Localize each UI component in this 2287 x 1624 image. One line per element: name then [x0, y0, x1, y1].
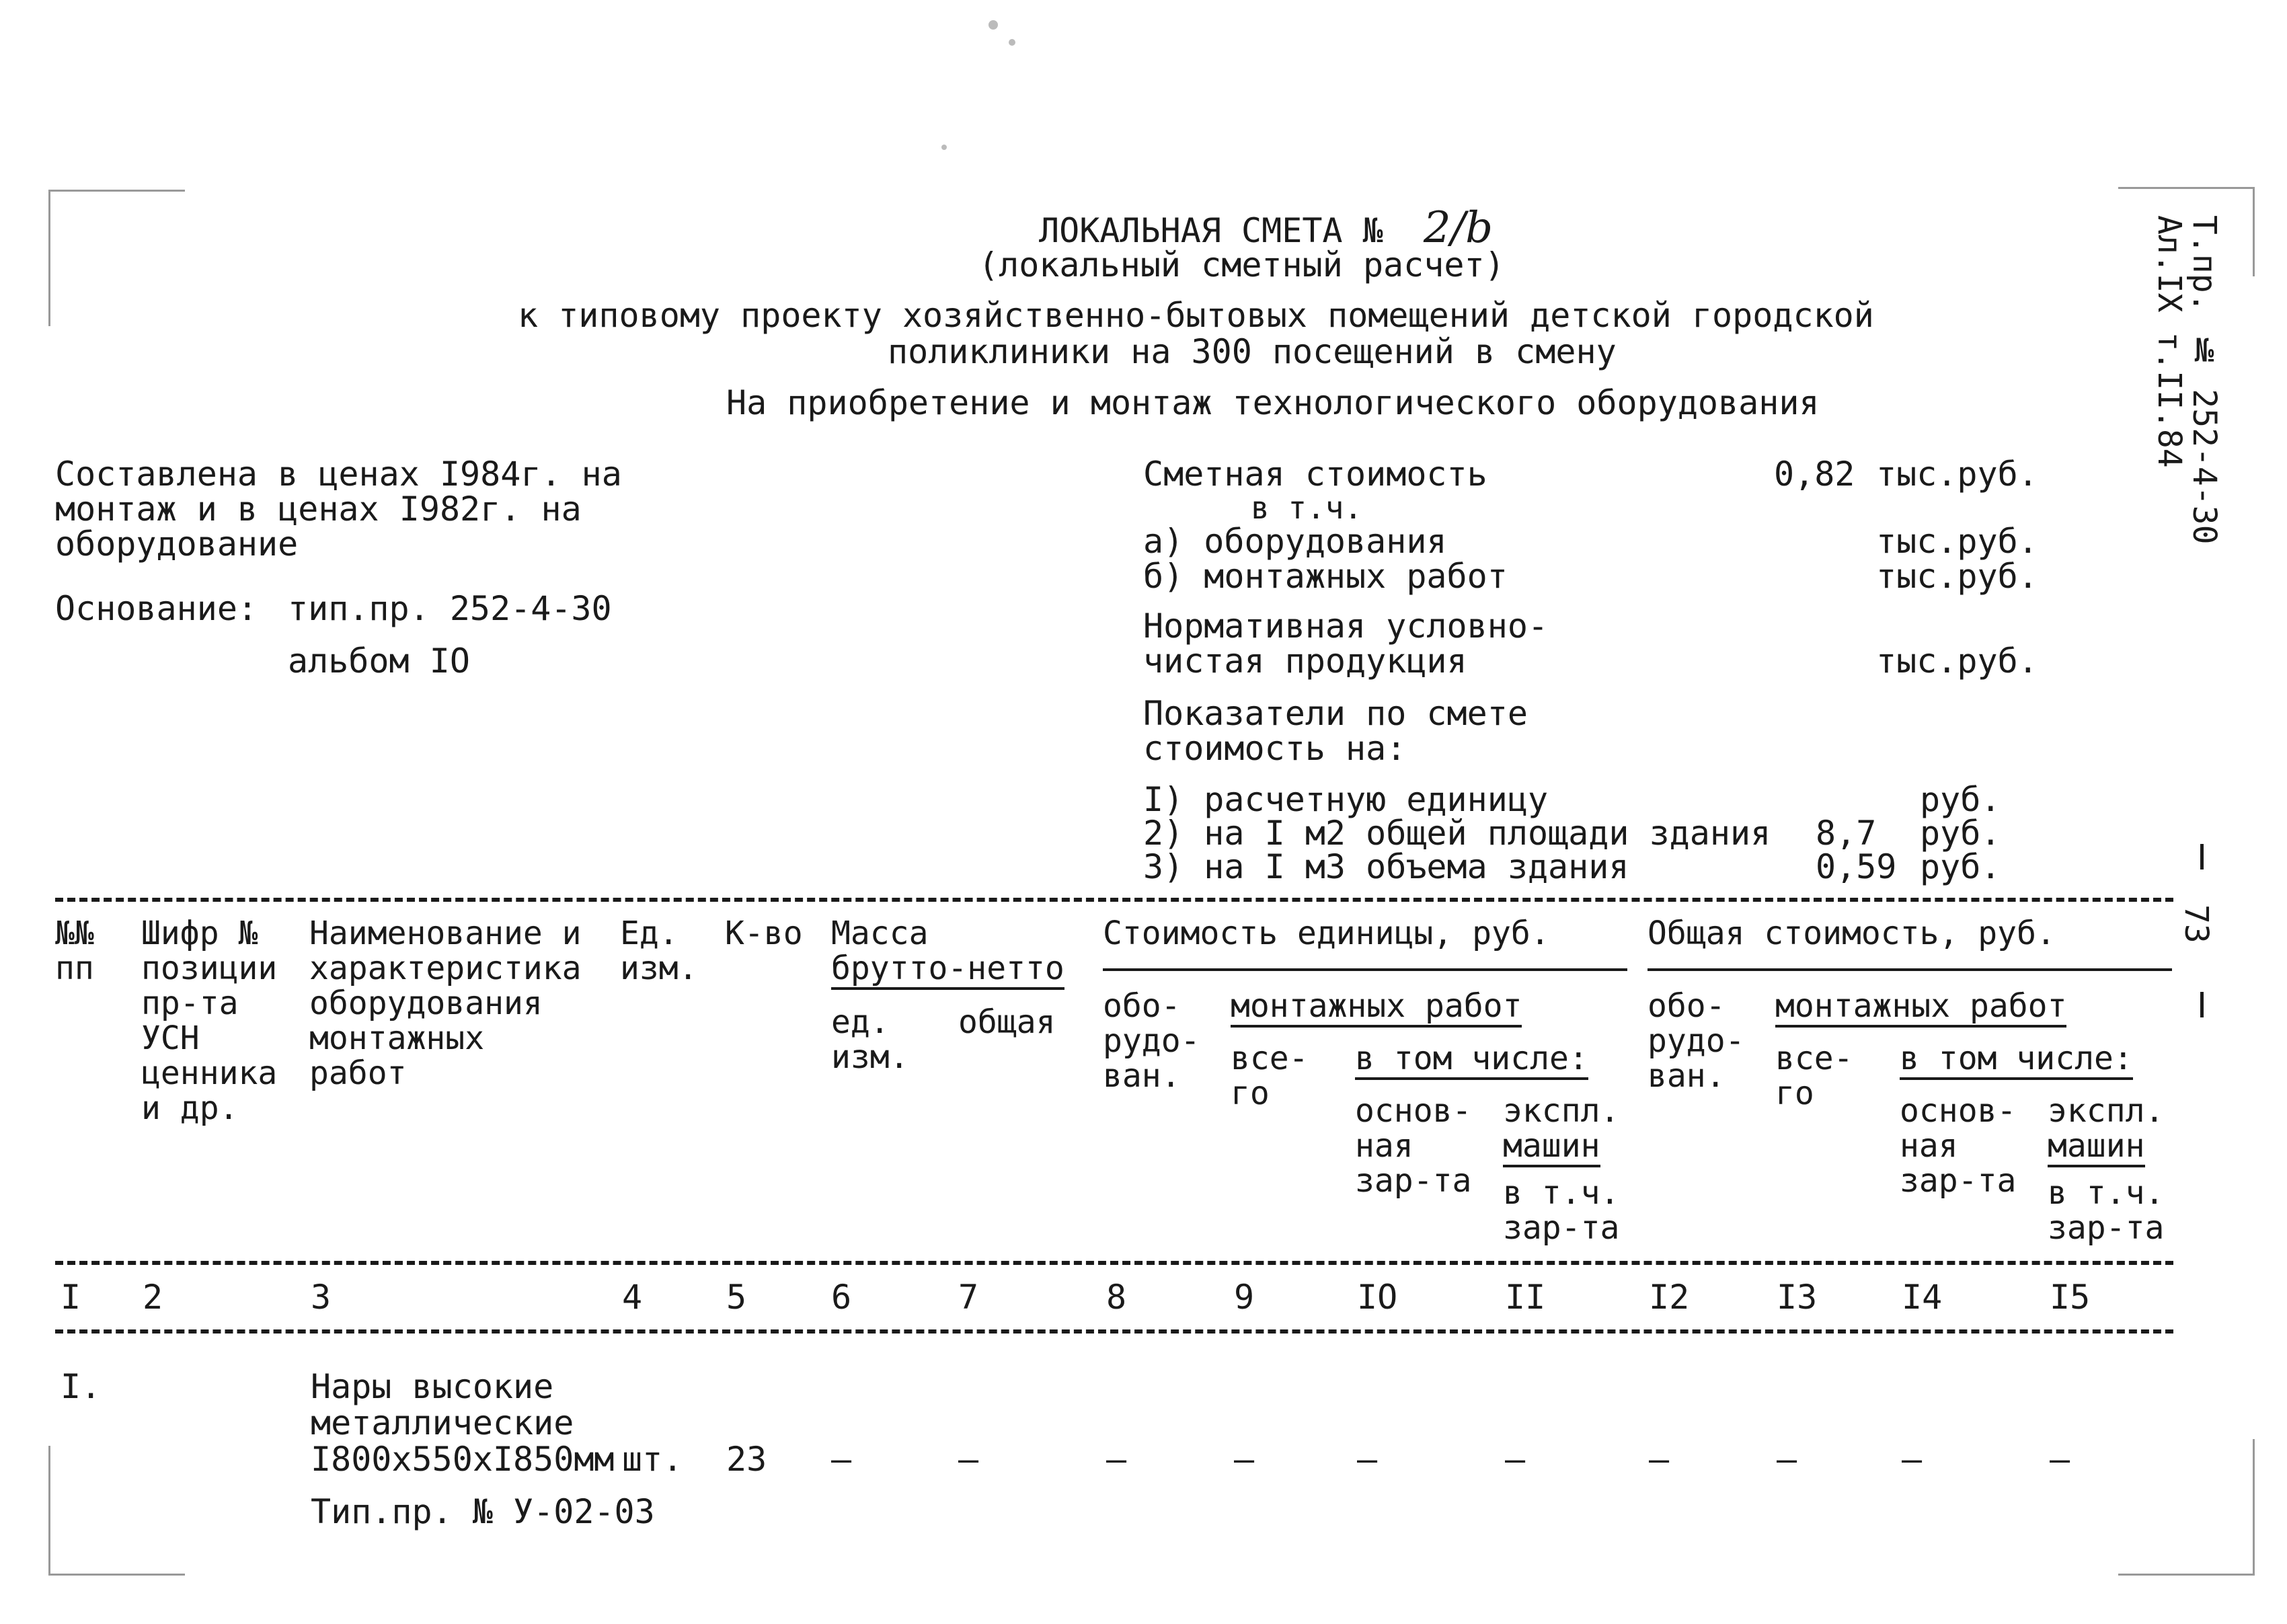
margin-tick [2200, 992, 2204, 1017]
indicators-line1: Показатели по смете [1143, 694, 1528, 733]
row-empty-cell: – [1106, 1440, 1127, 1479]
purpose-line: На приобретение и монтаж технологического оборудования [726, 383, 1820, 422]
scan-corner-bottom-right [2118, 1439, 2255, 1576]
column-number: I5 [2050, 1278, 2091, 1317]
indicator-volume-label: 3) на I м3 объема здания [1143, 847, 1629, 886]
column-number: 6 [831, 1278, 852, 1317]
equipment-cost-unit: тыс.руб. [1876, 522, 2038, 561]
document-subtitle: (локальный сметный расчет) [978, 245, 1505, 284]
mounting-cost-unit: тыс.руб. [1876, 557, 2038, 596]
estimated-cost-unit: тыс.руб. [1876, 455, 2038, 494]
total-equipment-header: обо- рудо- ван. [1648, 987, 1745, 1095]
total-cost-rule [1648, 968, 2172, 971]
basis-album: альбом IO [288, 642, 470, 681]
title-prefix: ЛОКАЛЬНАЯ СМЕТА № [1039, 211, 1383, 250]
column-number: I4 [1902, 1278, 1943, 1317]
unit-cost-rule [1103, 968, 1627, 971]
column-number: I3 [1777, 1278, 1818, 1317]
column-number: 7 [958, 1278, 979, 1317]
indicator-volume-value: 0,59 [1816, 847, 1897, 886]
row-empty-cell: – [2050, 1440, 2070, 1479]
total-machines-wage-header: в т.ч. зар-та [2048, 1174, 2165, 1247]
column-number: 2 [143, 1278, 163, 1317]
indicator-area-rub: руб. [1920, 814, 2001, 853]
normative-product-unit: тыс.руб. [1876, 642, 2038, 681]
including-label: в т.ч. [1251, 490, 1363, 526]
row-empty-cell: – [1777, 1440, 1797, 1479]
unit-mounting-header: монтажных работ [1231, 989, 1522, 1028]
col-name-header: Наименование и характеристика оборудования монтажных работ [309, 915, 582, 1092]
basis-value: тип.пр. 252-4-30 [288, 589, 612, 628]
col-unit-header: Ед. изм. [620, 915, 698, 987]
row-empty-cell: – [1234, 1440, 1255, 1479]
total-basic-wage-header: основ- ная зар-та [1900, 1092, 2017, 1200]
indicator-volume-rub: руб. [1920, 847, 2001, 886]
row-unit: шт. [622, 1440, 683, 1479]
project-line-1: к типовому проекту хозяйственно-бытовых помещений детской городской [518, 296, 1874, 335]
row-empty-cell: – [831, 1440, 852, 1479]
title-number: 2/b [1423, 203, 1494, 253]
page-number: 73 [2177, 904, 2215, 943]
indicator-area-value: 8,7 [1816, 814, 1877, 853]
document-title [1039, 203, 1494, 253]
column-number: I2 [1649, 1278, 1690, 1317]
total-cost-header: Общая стоимость, руб. [1648, 915, 2056, 952]
column-number: II [1505, 1278, 1546, 1317]
normative-product-line2: чистая продукция [1143, 642, 1467, 681]
column-number: 3 [311, 1278, 332, 1317]
unit-mounting-all-header: все- го [1231, 1040, 1309, 1112]
col-mass-header: Масса [831, 915, 929, 952]
equipment-cost-label: а) оборудования [1143, 522, 1447, 561]
row-empty-cell: – [1505, 1440, 1526, 1479]
unit-machines-header: экспл. машин [1503, 1093, 1619, 1167]
scan-corner-bottom-left [48, 1446, 185, 1576]
col-number-header: №№ пп [55, 915, 94, 987]
col-mass-subheader: брутто-нетто [831, 951, 1064, 990]
table-top-rule [55, 898, 2173, 902]
estimated-cost-value: 0,82 [1774, 455, 1855, 494]
scan-speck [941, 145, 947, 150]
header-bottom-rule [55, 1261, 2173, 1265]
column-number: 8 [1106, 1278, 1127, 1317]
side-ref-line2: Ал.IX т.II.84 [2150, 215, 2188, 468]
indicator-unit-label: I) расчетную единицу [1143, 780, 1549, 819]
column-numbers-rule [55, 1329, 2173, 1333]
basis-label: Основание: [55, 589, 258, 628]
row-empty-cell: – [1357, 1440, 1378, 1479]
row-empty-cell: – [958, 1440, 979, 1479]
estimated-cost-label: Сметная стоимость [1143, 455, 1487, 494]
column-number: 5 [726, 1278, 747, 1317]
col-mass-total-header: общая [958, 1003, 1056, 1041]
unit-basic-wage-header: основ- ная зар-та [1355, 1092, 1472, 1200]
column-number: 9 [1234, 1278, 1255, 1317]
total-mounting-header: монтажных работ [1775, 989, 2066, 1028]
unit-including-header: в том числе: [1355, 1041, 1588, 1080]
row-number: I. [61, 1367, 102, 1406]
row-empty-cell: – [1649, 1440, 1670, 1479]
row-quantity: 23 [726, 1440, 767, 1479]
total-machines-header: экспл. машин [2048, 1093, 2164, 1167]
col-code-header: Шифр № позиции пр-та УСН ценника и др. [141, 915, 278, 1127]
column-number: IO [1357, 1278, 1398, 1317]
col-mass-unit-header: ед. изм. [831, 1003, 909, 1076]
mounting-cost-label: б) монтажных работ [1143, 557, 1508, 596]
project-line-2: поликлиники на 300 посещений в смену [888, 332, 1617, 371]
scan-speck [989, 20, 998, 30]
margin-tick [2200, 844, 2204, 869]
indicators-line2: стоимость на: [1143, 729, 1407, 768]
row-name: Нары высокие металлические I800x550xI850мм [311, 1367, 615, 1479]
row-reference: Тип.пр. № У-02-03 [311, 1492, 655, 1531]
normative-product-line1: Нормативная условно- [1143, 607, 1549, 646]
indicator-area-label: 2) на I м2 общей площади здания [1143, 814, 1771, 853]
unit-machines-wage-header: в т.ч. зар-та [1503, 1174, 1620, 1247]
price-basis-3: оборудование [55, 525, 299, 564]
price-basis-1: Составлена в ценах I984г. на [55, 455, 622, 494]
indicator-unit-rub: руб. [1920, 780, 2001, 819]
side-ref-line1: Т.пр. № 252-4-30 [2185, 215, 2223, 545]
total-mounting-all-header: все- го [1775, 1040, 1853, 1112]
total-including-header: в том числе: [1900, 1041, 2133, 1080]
unit-cost-header: Стоимость единицы, руб. [1103, 915, 1550, 952]
scan-speck [1009, 39, 1015, 46]
side-reference [2152, 215, 2222, 544]
column-number: 4 [622, 1278, 643, 1317]
col-qty-header: К-во [725, 915, 803, 952]
row-empty-cell: – [1902, 1440, 1923, 1479]
column-number: I [61, 1278, 81, 1317]
unit-equipment-header: обо- рудо- ван. [1103, 987, 1200, 1095]
price-basis-2: монтаж и в ценах I982г. на [55, 490, 582, 529]
scan-corner-top-left [48, 190, 185, 326]
